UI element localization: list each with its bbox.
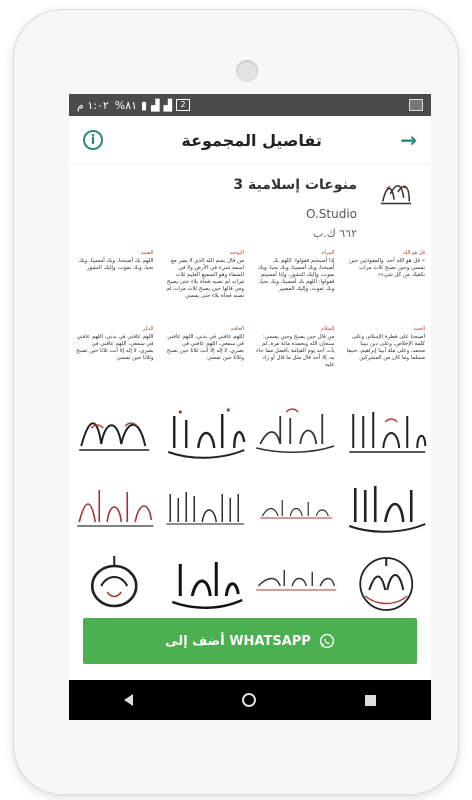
- sticker-tile[interactable]: [160, 472, 251, 546]
- sticker-tile[interactable]: الذكر اللهم عافني في بدني، اللهم عافني في سمعي، اللهم عافني في بصري، لا إله إلا أنت ثلاثا حين تصبح وثلاثا حين تمسي: [76, 326, 154, 361]
- calligraphy-sticker: [69, 546, 160, 618]
- signal-icon: ▟: [151, 98, 160, 112]
- sticker-tile[interactable]: [69, 546, 160, 618]
- info-icon[interactable]: i: [83, 130, 103, 150]
- sticker-tile[interactable]: [69, 472, 160, 546]
- sticker-tile[interactable]: [250, 546, 341, 618]
- pack-size: ٦٦٢ ك.ب: [312, 227, 357, 240]
- sticker-tile[interactable]: [69, 398, 160, 472]
- calligraphy-sticker: [341, 472, 432, 546]
- phone-speaker: [236, 60, 258, 82]
- sticker-tile[interactable]: [341, 398, 432, 472]
- calligraphy-sticker: [250, 546, 341, 618]
- pack-author: O.Studio: [306, 207, 357, 221]
- sticker-tile[interactable]: [250, 472, 341, 546]
- add-to-whatsapp-button[interactable]: [83, 618, 417, 664]
- nav-recents-icon[interactable]: [365, 695, 376, 706]
- sticker-tile[interactable]: الصمد اللهم بك أصبحنا، وبك أمسينا، وبك نحيا، وبك نموت، وإليك النشور: [78, 250, 154, 271]
- calligraphy-sticker: [250, 472, 341, 546]
- sticker-tile[interactable]: قل هو الله « قل هو الله أحد. والمعوذتين حين تمسي وحين تصبح ثلاث مرات تكفيك من كل شيء»: [349, 250, 425, 278]
- status-right: [409, 99, 423, 111]
- pack-name: منوعات إسلامية 3: [233, 177, 357, 193]
- sticker-tile[interactable]: السلام من قال حين يصبح وحين يمسي: سبحان الله وبحمده مائة مرة، لم يأت أحد يوم القيامة بأفضل مما جاء به، إلا أحد قال مثل ما قال أو زاد عليه: [256, 326, 335, 368]
- sticker-tile[interactable]: [250, 398, 341, 472]
- pack-info: [69, 165, 431, 245]
- sticker-tile[interactable]: الحمد أصبحنا على فطرة الإسلام، وعلى كلمة الإخلاص، وعلى دين نبينا محمد، وعلى ملة أبينا إبراهيم، حنيفا مسلما وما كان من المشركين: [346, 326, 425, 361]
- nav-back-icon[interactable]: [124, 694, 133, 706]
- sticker-tile[interactable]: [160, 546, 251, 618]
- calligraphy-sticker: [69, 398, 160, 472]
- battery-icon: ▮: [141, 98, 148, 112]
- navigation-bar: [69, 680, 431, 720]
- calligraphy-sticker: [250, 398, 341, 472]
- app-header: [69, 116, 431, 165]
- status-bar: [69, 94, 431, 116]
- phone-frame: [14, 10, 458, 794]
- nav-home-icon[interactable]: [242, 693, 256, 707]
- page-title: تفاصيل المجموعة: [181, 130, 322, 150]
- sticker-tile[interactable]: [341, 546, 432, 618]
- sticker-tile[interactable]: [160, 398, 251, 472]
- pack-icon: [377, 175, 415, 213]
- battery-percent: %٨١: [114, 98, 138, 112]
- signal-icon-2: ▟: [163, 98, 173, 112]
- status-icons: [115, 99, 190, 112]
- sticker-grid: [69, 246, 431, 618]
- sticker-tile[interactable]: العافية اللهم عافني في بدني، اللهم عافني في سمعي، اللهم عافني في بصري، لا إله إلا أنت ثلاثا حين تصبح وثلاثا حين تمسي: [166, 326, 244, 361]
- calligraphy-sticker: [341, 546, 432, 618]
- calligraphy-sticker: [341, 398, 432, 472]
- sticker-tile[interactable]: المرأة إذا أصبحتم فقولوا: اللهم بك أصبحنا، وبك أمسينا، وبك نحيا، وبك نموت، وإليك النشور، وإذا أمسيتم فقولوا: اللهم بك أمسينا، وبك نحيا، وبك نموت، وإليك المصير: [257, 250, 335, 292]
- notification-icon: [409, 99, 423, 111]
- calligraphy-sticker: [69, 472, 160, 546]
- calligraphy-sticker: [160, 472, 251, 546]
- add-button-label: أضف إلى WHATSAPP: [165, 633, 311, 649]
- calligraphy-sticker: [160, 398, 251, 472]
- sim-icon: 2: [176, 99, 190, 111]
- sticker-tile[interactable]: التوحيد من قال بسم الله الذي لا يضر مع اسمه شيء في الأرض ولا في السماء وهو السميع العليم ثلاث مرات لم تصبه فجأة بلاء حتى يصبح ومن قالها حين يصبح ثلاث مرات لم تصبه فجأة بلاء حتى يمسي: [166, 250, 244, 299]
- calligraphy-sticker: [160, 546, 251, 618]
- status-time: ١:٠٢ م: [77, 98, 109, 112]
- whatsapp-icon: [319, 633, 335, 649]
- back-arrow-icon[interactable]: →: [400, 128, 417, 152]
- sticker-tile[interactable]: [341, 472, 432, 546]
- app-screen: [69, 94, 431, 720]
